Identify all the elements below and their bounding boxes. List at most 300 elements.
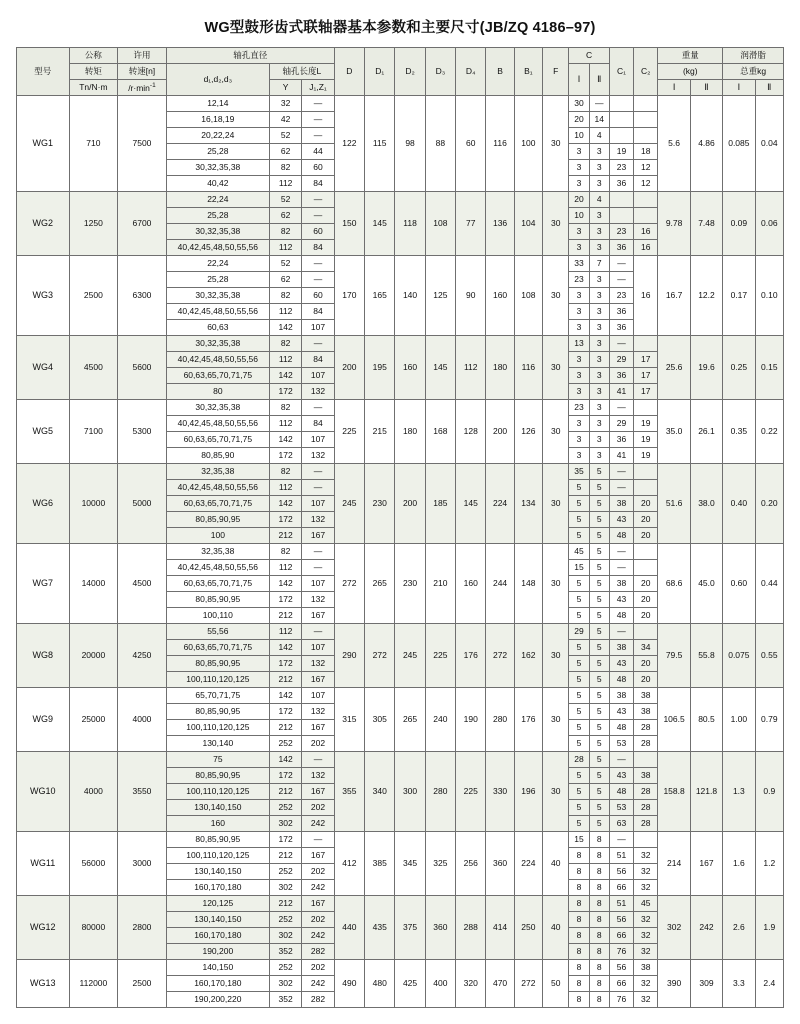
cell-C2: 20 — [634, 608, 658, 624]
cell-grease-II: 0.04 — [755, 96, 783, 192]
cell-C-I: 3 — [569, 288, 589, 304]
cell-B: 360 — [486, 832, 514, 896]
cell-C-II: 8 — [589, 864, 609, 880]
cell-C-I: 15 — [569, 832, 589, 848]
cell-C-I: 3 — [569, 416, 589, 432]
header-D: D — [334, 48, 364, 96]
cell-C-II: 5 — [589, 624, 609, 640]
cell-bore-len-y: 112 — [269, 416, 301, 432]
cell-C-II: 5 — [589, 768, 609, 784]
cell-bore-len-y: 32 — [269, 96, 301, 112]
cell-D: 315 — [334, 688, 364, 752]
cell-B: 200 — [486, 400, 514, 464]
cell-C-I: 5 — [569, 704, 589, 720]
cell-bore-len-j: 107 — [302, 432, 334, 448]
cell-C-II: 5 — [589, 496, 609, 512]
cell-C-I: 5 — [569, 672, 589, 688]
cell-model: WG7 — [17, 544, 70, 624]
cell-F: 40 — [543, 896, 569, 960]
cell-C-I: 8 — [569, 912, 589, 928]
cell-C-II: 5 — [589, 720, 609, 736]
cell-bore-len-j: 167 — [302, 720, 334, 736]
cell-weight-I: 302 — [658, 896, 690, 960]
cell-C1: 48 — [609, 528, 633, 544]
cell-D2: 140 — [395, 256, 425, 336]
cell-grease-I: 1.6 — [723, 832, 755, 896]
header-B1: B₁ — [514, 48, 542, 96]
cell-C2: 17 — [634, 352, 658, 368]
cell-C-II: 8 — [589, 880, 609, 896]
cell-torque: 80000 — [69, 896, 118, 960]
cell-D1: 115 — [365, 96, 395, 192]
header-C: C — [569, 48, 609, 64]
cell-D3: 108 — [425, 192, 455, 256]
cell-C-I: 8 — [569, 976, 589, 992]
cell-bore-len-y: 62 — [269, 272, 301, 288]
cell-D1: 480 — [365, 960, 395, 1008]
cell-F: 30 — [543, 752, 569, 832]
cell-C2: 32 — [634, 880, 658, 896]
cell-C2: 38 — [634, 960, 658, 976]
cell-C-I: 5 — [569, 512, 589, 528]
cell-speed: 2800 — [118, 896, 167, 960]
cell-bore-dia: 25,28 — [166, 272, 269, 288]
cell-bore-dia: 40,42,45,48,50,55,56 — [166, 304, 269, 320]
cell-bore-len-y: 142 — [269, 432, 301, 448]
cell-torque: 710 — [69, 96, 118, 192]
cell-bore-dia: 40,42,45,48,50,55,56 — [166, 560, 269, 576]
cell-C2: 19 — [634, 448, 658, 464]
cell-grease-II: 0.79 — [755, 688, 783, 752]
cell-speed: 3550 — [118, 752, 167, 832]
header-bore-len-y: Y — [269, 80, 301, 96]
cell-D: 412 — [334, 832, 364, 896]
cell-C-I: 3 — [569, 320, 589, 336]
cell-B1: 100 — [514, 96, 542, 192]
cell-bore-dia: 55,56 — [166, 624, 269, 640]
cell-C-I: 5 — [569, 656, 589, 672]
cell-bore-len-y: 52 — [269, 128, 301, 144]
header-D4: D₄ — [456, 48, 486, 96]
cell-grease-I: 0.35 — [723, 400, 755, 464]
cell-C1: 53 — [609, 800, 633, 816]
cell-C-I: 5 — [569, 720, 589, 736]
cell-bore-len-j: — — [302, 96, 334, 112]
cell-C1: 23 — [609, 288, 633, 304]
cell-bore-dia: 40,42,45,48,50,55,56 — [166, 480, 269, 496]
cell-C2: 32 — [634, 976, 658, 992]
cell-bore-len-j: 282 — [302, 944, 334, 960]
cell-D4: 112 — [456, 336, 486, 400]
cell-C1: 63 — [609, 816, 633, 832]
cell-bore-len-j: 167 — [302, 672, 334, 688]
cell-model: WG3 — [17, 256, 70, 336]
cell-C-II: 14 — [589, 112, 609, 128]
cell-D4: 145 — [456, 464, 486, 544]
cell-C-I: 45 — [569, 544, 589, 560]
cell-D1: 385 — [365, 832, 395, 896]
cell-C-I: 3 — [569, 432, 589, 448]
cell-D: 490 — [334, 960, 364, 1008]
cell-B1: 108 — [514, 256, 542, 336]
header-torque-bottom: 转矩 — [69, 64, 118, 80]
cell-bore-len-j: 107 — [302, 640, 334, 656]
cell-C1: 36 — [609, 240, 633, 256]
cell-D: 200 — [334, 336, 364, 400]
cell-bore-dia: 60,63,65,70,71,75 — [166, 496, 269, 512]
cell-C-II: 5 — [589, 784, 609, 800]
cell-bore-len-j: 167 — [302, 528, 334, 544]
table-body — [17, 96, 784, 1008]
cell-bore-len-j: 60 — [302, 160, 334, 176]
cell-D3: 400 — [425, 960, 455, 1008]
cell-D4: 60 — [456, 96, 486, 192]
cell-bore-len-j: — — [302, 336, 334, 352]
cell-grease-I: 1.3 — [723, 752, 755, 832]
cell-speed: 4250 — [118, 624, 167, 688]
cell-C-I: 3 — [569, 176, 589, 192]
cell-D: 225 — [334, 400, 364, 464]
cell-bore-len-y: 172 — [269, 832, 301, 848]
cell-C-I: 5 — [569, 480, 589, 496]
cell-C1 — [609, 208, 633, 224]
cell-bore-dia: 30,32,35,38 — [166, 160, 269, 176]
cell-C1: 38 — [609, 640, 633, 656]
cell-C-I: 28 — [569, 752, 589, 768]
cell-C2: 28 — [634, 720, 658, 736]
cell-torque: 14000 — [69, 544, 118, 624]
cell-bore-len-y: 142 — [269, 368, 301, 384]
cell-bore-len-j: 242 — [302, 816, 334, 832]
cell-bore-len-j: 84 — [302, 176, 334, 192]
cell-D2: 200 — [395, 464, 425, 544]
cell-bore-len-y: 352 — [269, 944, 301, 960]
cell-C1: 41 — [609, 384, 633, 400]
table-row — [17, 96, 784, 112]
cell-B1: 162 — [514, 624, 542, 688]
cell-speed: 5300 — [118, 400, 167, 464]
cell-C-II: 3 — [589, 416, 609, 432]
cell-grease-I: 1.00 — [723, 688, 755, 752]
header-torque-unit: Tn/N·m — [69, 80, 118, 96]
cell-bore-len-j: 202 — [302, 800, 334, 816]
cell-D: 245 — [334, 464, 364, 544]
cell-grease-I: 0.17 — [723, 256, 755, 336]
cell-D4: 190 — [456, 688, 486, 752]
cell-C1: — — [609, 464, 633, 480]
cell-torque: 7100 — [69, 400, 118, 464]
cell-grease-II: 0.44 — [755, 544, 783, 624]
cell-C2: 34 — [634, 640, 658, 656]
cell-bore-dia: 30,32,35,38 — [166, 224, 269, 240]
header-bore-len-j: J₁,Z₁ — [302, 80, 334, 96]
table-row — [17, 256, 784, 272]
cell-C-I: 35 — [569, 464, 589, 480]
cell-bore-len-y: 302 — [269, 816, 301, 832]
cell-bore-len-j: 202 — [302, 736, 334, 752]
cell-F: 30 — [543, 96, 569, 192]
cell-bore-len-j: 132 — [302, 656, 334, 672]
cell-C2 — [634, 112, 658, 128]
cell-C1: 43 — [609, 512, 633, 528]
cell-model: WG12 — [17, 896, 70, 960]
cell-D2: 160 — [395, 336, 425, 400]
cell-bore-len-y: 42 — [269, 112, 301, 128]
cell-C-I: 8 — [569, 896, 589, 912]
cell-bore-len-y: 252 — [269, 864, 301, 880]
cell-bore-len-y: 172 — [269, 512, 301, 528]
cell-C1: 66 — [609, 928, 633, 944]
cell-C2: 28 — [634, 800, 658, 816]
cell-D3: 360 — [425, 896, 455, 960]
cell-C-I: 10 — [569, 208, 589, 224]
cell-C2 — [634, 752, 658, 768]
cell-bore-len-y: 212 — [269, 528, 301, 544]
header-C-II: Ⅱ — [589, 64, 609, 96]
cell-bore-dia: 190,200,220 — [166, 992, 269, 1008]
cell-weight-II: 121.8 — [690, 752, 722, 832]
cell-bore-dia: 160,170,180 — [166, 976, 269, 992]
cell-bore-len-y: 52 — [269, 256, 301, 272]
cell-C-I: 23 — [569, 272, 589, 288]
cell-bore-dia: 40,42,45,48,50,55,56 — [166, 352, 269, 368]
cell-C-II: 4 — [589, 128, 609, 144]
cell-bore-dia: 75 — [166, 752, 269, 768]
header-weight-I: Ⅰ — [658, 80, 690, 96]
cell-C2: 18 — [634, 144, 658, 160]
cell-speed: 5000 — [118, 464, 167, 544]
cell-D: 150 — [334, 192, 364, 256]
cell-C1: 23 — [609, 224, 633, 240]
cell-C1: 19 — [609, 144, 633, 160]
cell-C-II: 8 — [589, 944, 609, 960]
header-grease-bottom: 总重kg — [723, 64, 784, 80]
cell-D2: 265 — [395, 688, 425, 752]
cell-bore-len-j: — — [302, 752, 334, 768]
cell-C2: 28 — [634, 736, 658, 752]
cell-bore-len-y: 172 — [269, 592, 301, 608]
cell-F: 40 — [543, 832, 569, 896]
cell-C-I: 5 — [569, 640, 589, 656]
cell-bore-len-y: 212 — [269, 896, 301, 912]
cell-model: WG2 — [17, 192, 70, 256]
cell-bore-len-y: 212 — [269, 608, 301, 624]
cell-C1: 48 — [609, 672, 633, 688]
cell-weight-I: 5.6 — [658, 96, 690, 192]
cell-C-II: 5 — [589, 528, 609, 544]
cell-C-II: 3 — [589, 432, 609, 448]
cell-bore-dia: 60,63,65,70,71,75 — [166, 640, 269, 656]
cell-C-II: 3 — [589, 240, 609, 256]
cell-bore-len-j: — — [302, 112, 334, 128]
cell-bore-len-j: 202 — [302, 864, 334, 880]
cell-bore-len-y: 112 — [269, 240, 301, 256]
cell-C1: 29 — [609, 352, 633, 368]
cell-C1: — — [609, 272, 633, 288]
cell-C-II: 5 — [589, 576, 609, 592]
cell-bore-len-j: 282 — [302, 992, 334, 1008]
cell-C1: 48 — [609, 608, 633, 624]
cell-C-I: 3 — [569, 160, 589, 176]
cell-torque: 20000 — [69, 624, 118, 688]
cell-bore-len-y: 172 — [269, 448, 301, 464]
cell-C2 — [634, 832, 658, 848]
cell-F: 30 — [543, 256, 569, 336]
cell-D1: 145 — [365, 192, 395, 256]
cell-C2: 19 — [634, 432, 658, 448]
cell-D2: 245 — [395, 624, 425, 688]
cell-bore-dia: 65,70,71,75 — [166, 688, 269, 704]
cell-C-I: 30 — [569, 96, 589, 112]
cell-C-II: 5 — [589, 560, 609, 576]
cell-bore-dia: 100,110,120,125 — [166, 720, 269, 736]
cell-C-I: 8 — [569, 848, 589, 864]
cell-bore-len-y: 212 — [269, 784, 301, 800]
cell-C-I: 5 — [569, 528, 589, 544]
cell-C-I: 3 — [569, 144, 589, 160]
table-row — [17, 336, 784, 352]
cell-grease-I: 0.075 — [723, 624, 755, 688]
cell-bore-len-j: — — [302, 208, 334, 224]
cell-bore-dia: 40,42,45,48,50,55,56 — [166, 240, 269, 256]
cell-weight-II: 55.8 — [690, 624, 722, 688]
cell-bore-dia: 60,63,65,70,71,75 — [166, 576, 269, 592]
cell-bore-dia: 80,85,90,95 — [166, 592, 269, 608]
cell-C1: 53 — [609, 736, 633, 752]
cell-torque: 25000 — [69, 688, 118, 752]
cell-bore-dia: 120,125 — [166, 896, 269, 912]
cell-bore-dia: 80,85,90,95 — [166, 768, 269, 784]
cell-bore-len-j: 84 — [302, 240, 334, 256]
cell-C1: — — [609, 480, 633, 496]
cell-bore-len-j: 107 — [302, 368, 334, 384]
cell-C-I: 5 — [569, 800, 589, 816]
cell-weight-II: 38.0 — [690, 464, 722, 544]
cell-C-II: 8 — [589, 960, 609, 976]
header-bore-len: 轴孔长度L — [269, 64, 334, 80]
cell-C-I: 5 — [569, 576, 589, 592]
cell-bore-dia: 16,18,19 — [166, 112, 269, 128]
cell-bore-len-j: 167 — [302, 848, 334, 864]
cell-torque: 1250 — [69, 192, 118, 256]
cell-bore-dia: 22,24 — [166, 256, 269, 272]
cell-D3: 145 — [425, 336, 455, 400]
cell-C1: 36 — [609, 432, 633, 448]
cell-bore-dia: 60,63,65,70,71,75 — [166, 432, 269, 448]
cell-bore-dia: 80,85,90,95 — [166, 656, 269, 672]
header-speed-top: 许用 — [118, 48, 167, 64]
cell-C-II: 3 — [589, 272, 609, 288]
cell-C1: — — [609, 544, 633, 560]
cell-C2 — [634, 400, 658, 416]
cell-B: 470 — [486, 960, 514, 1008]
cell-D3: 280 — [425, 752, 455, 832]
cell-C-II: 3 — [589, 352, 609, 368]
cell-bore-len-y: 252 — [269, 960, 301, 976]
table-row — [17, 896, 784, 912]
cell-D3: 240 — [425, 688, 455, 752]
cell-C2: 38 — [634, 704, 658, 720]
cell-bore-len-j: 132 — [302, 448, 334, 464]
cell-bore-len-y: 302 — [269, 928, 301, 944]
cell-C1: — — [609, 832, 633, 848]
cell-D2: 180 — [395, 400, 425, 464]
cell-C-I: 5 — [569, 768, 589, 784]
cell-bore-len-y: 172 — [269, 704, 301, 720]
cell-D1: 265 — [365, 544, 395, 624]
cell-B: 244 — [486, 544, 514, 624]
cell-C-II: 5 — [589, 480, 609, 496]
cell-model: WG1 — [17, 96, 70, 192]
cell-C-II: 3 — [589, 320, 609, 336]
cell-weight-I: 106.5 — [658, 688, 690, 752]
cell-bore-len-y: 212 — [269, 848, 301, 864]
cell-bore-dia: 30,32,35,38 — [166, 336, 269, 352]
cell-bore-len-y: 112 — [269, 480, 301, 496]
cell-bore-len-y: 252 — [269, 736, 301, 752]
cell-speed: 6300 — [118, 256, 167, 336]
cell-C-I: 3 — [569, 384, 589, 400]
cell-C-I: 8 — [569, 960, 589, 976]
cell-bore-len-j: 132 — [302, 384, 334, 400]
cell-D3: 125 — [425, 256, 455, 336]
cell-bore-dia: 130,140,150 — [166, 800, 269, 816]
cell-B: 160 — [486, 256, 514, 336]
cell-bore-len-y: 172 — [269, 384, 301, 400]
header-D3: D₃ — [425, 48, 455, 96]
cell-bore-len-j: 107 — [302, 320, 334, 336]
cell-model: WG8 — [17, 624, 70, 688]
cell-bore-dia: 25,28 — [166, 208, 269, 224]
cell-bore-len-j: 132 — [302, 592, 334, 608]
cell-bore-len-j: 167 — [302, 608, 334, 624]
cell-D4: 176 — [456, 624, 486, 688]
cell-bore-dia: 20,22,24 — [166, 128, 269, 144]
cell-C1: 41 — [609, 448, 633, 464]
cell-bore-len-y: 352 — [269, 992, 301, 1008]
cell-C-I: 5 — [569, 816, 589, 832]
cell-grease-I: 0.25 — [723, 336, 755, 400]
cell-B: 116 — [486, 96, 514, 192]
cell-C1 — [609, 128, 633, 144]
cell-model: WG5 — [17, 400, 70, 464]
cell-C1: — — [609, 336, 633, 352]
cell-C-II: 5 — [589, 640, 609, 656]
cell-C2: 20 — [634, 592, 658, 608]
cell-C-I: 23 — [569, 400, 589, 416]
cell-D2: 375 — [395, 896, 425, 960]
cell-D: 440 — [334, 896, 364, 960]
cell-D4: 320 — [456, 960, 486, 1008]
cell-C-II: 5 — [589, 736, 609, 752]
cell-C-II: 8 — [589, 976, 609, 992]
cell-C-I: 3 — [569, 240, 589, 256]
cell-C-II: 3 — [589, 336, 609, 352]
cell-bore-dia: 140,150 — [166, 960, 269, 976]
cell-B: 136 — [486, 192, 514, 256]
cell-weight-I: 158.8 — [658, 752, 690, 832]
cell-B1: 176 — [514, 688, 542, 752]
cell-C2: 16 — [634, 256, 658, 336]
cell-C2: 28 — [634, 816, 658, 832]
cell-C2: 12 — [634, 176, 658, 192]
cell-B1: 250 — [514, 896, 542, 960]
table-row — [17, 752, 784, 768]
cell-C-II: 3 — [589, 368, 609, 384]
cell-C2: 45 — [634, 896, 658, 912]
cell-weight-I: 214 — [658, 832, 690, 896]
cell-weight-I: 35.0 — [658, 400, 690, 464]
